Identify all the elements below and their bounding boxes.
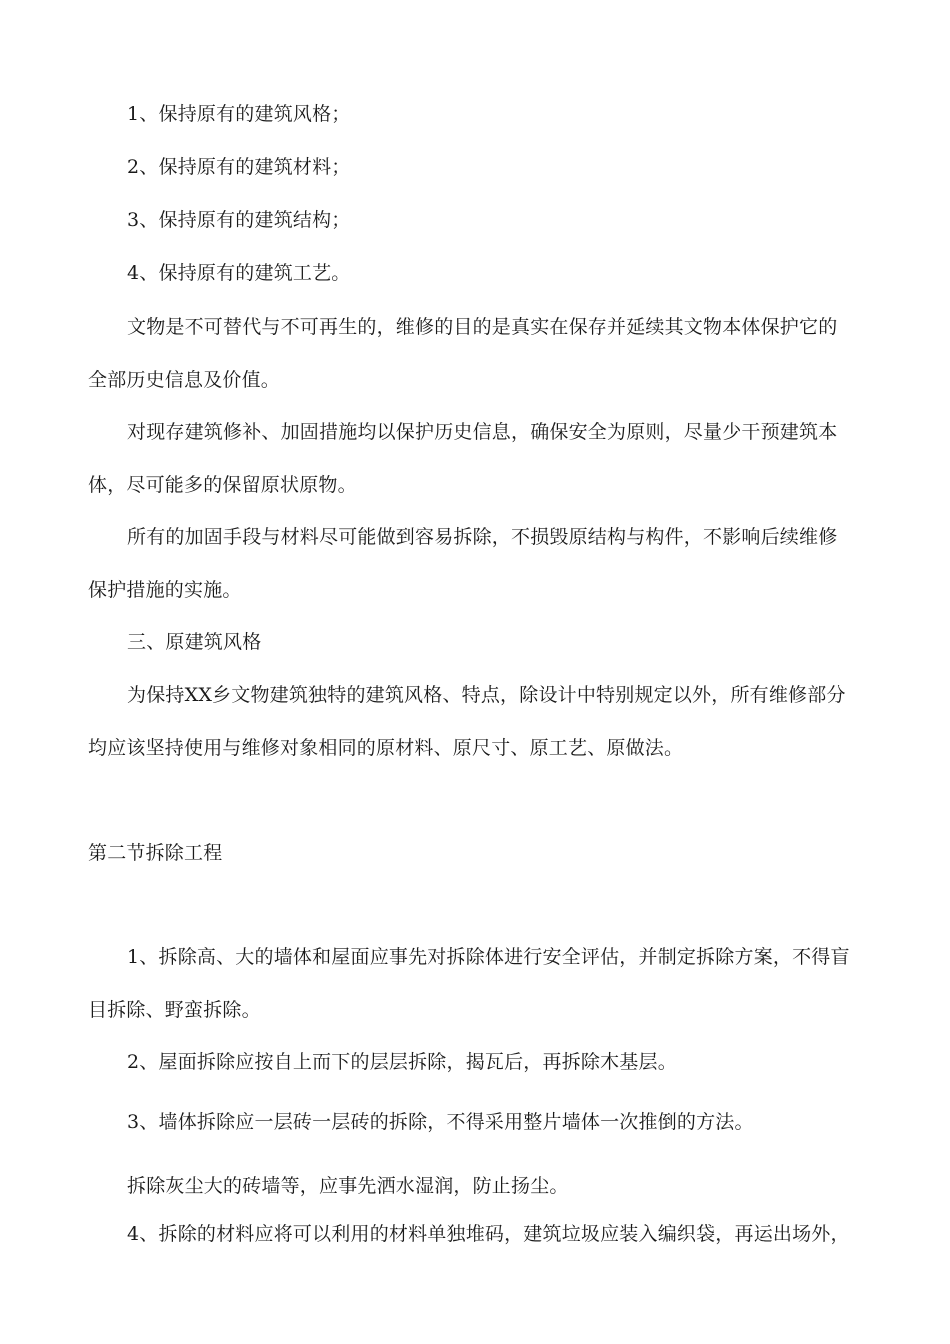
paragraph-line: 所有的加固手段与材料尽可能做到容易拆除，不损毁原结构与构件，不影响后续维修 bbox=[127, 526, 838, 548]
paragraph-line: 保护措施的实施。 bbox=[88, 579, 242, 601]
chapter-heading: 第二节拆除工程 bbox=[88, 842, 223, 864]
list-item-1: 1、保持原有的建筑风格； bbox=[127, 103, 351, 125]
list-item-2: 2、屋面拆除应按自上而下的层层拆除，揭瓦后，再拆除木基层。 bbox=[127, 1051, 677, 1073]
paragraph-line: 均应该坚持使用与维修对象相同的原材料、原尺寸、原工艺、原做法。 bbox=[88, 737, 684, 759]
paragraph-line: 目拆除、野蛮拆除。 bbox=[88, 999, 261, 1021]
list-item-2: 2、保持原有的建筑材料； bbox=[127, 156, 351, 178]
list-item-1: 1、拆除高、大的墙体和屋面应事先对拆除体进行安全评估，并制定拆除方案，不得盲 bbox=[127, 946, 850, 968]
paragraph-line: 体，尽可能多的保留原状原物。 bbox=[88, 474, 357, 496]
paragraph-line: 全部历史信息及价值。 bbox=[88, 369, 281, 391]
paragraph-line: 为保持XX乡文物建筑独特的建筑风格、特点，除设计中特别规定以外，所有维修部分 bbox=[127, 684, 846, 706]
paragraph-line: 文物是不可替代与不可再生的，维修的目的是真实在保存并延续其文物本体保护它的 bbox=[127, 316, 838, 338]
section-heading: 三、原建筑风格 bbox=[127, 631, 262, 653]
list-item-3: 3、墙体拆除应一层砖一层砖的拆除，不得采用整片墙体一次推倒的方法。 bbox=[127, 1111, 754, 1133]
paragraph-line: 拆除灰尘大的砖墙等，应事先洒水湿润，防止扬尘。 bbox=[127, 1175, 569, 1197]
list-item-4: 4、保持原有的建筑工艺。 bbox=[127, 262, 351, 284]
paragraph-line: 对现存建筑修补、加固措施均以保护历史信息，确保安全为原则，尽量少干预建筑本 bbox=[127, 421, 838, 443]
list-item-4: 4、拆除的材料应将可以利用的材料单独堆码，建筑垃圾应装入编织袋，再运出场外， bbox=[127, 1223, 850, 1245]
list-item-3: 3、保持原有的建筑结构； bbox=[127, 209, 351, 231]
